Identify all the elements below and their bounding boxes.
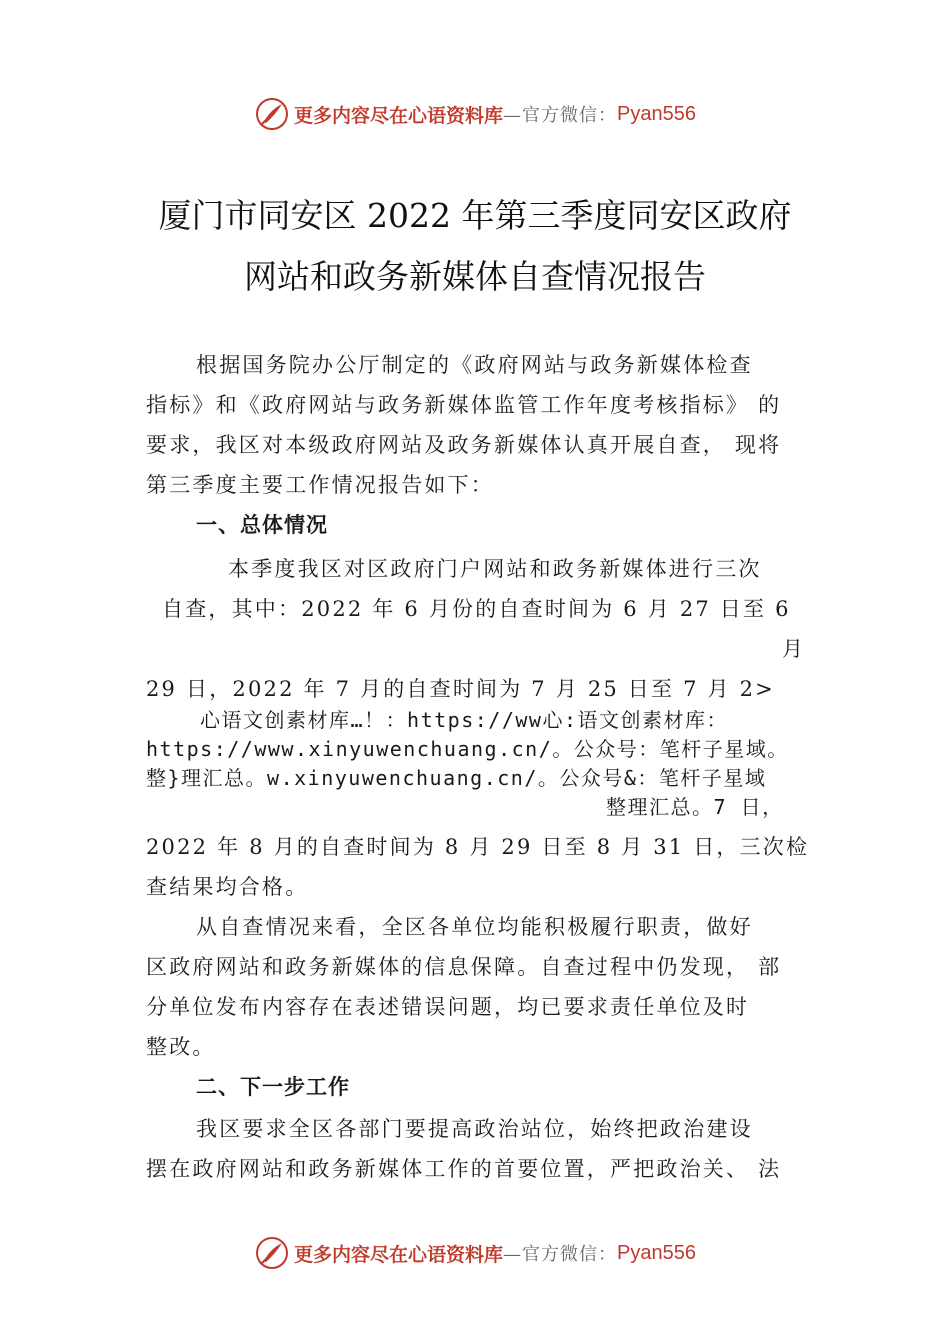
watermark-contact: Pyan556	[617, 1241, 696, 1264]
section2-p1-line2: 摆在政府网站和政务新媒体工作的首要位置，严把政治关、 法	[146, 1157, 782, 1181]
section1-p1-line6: https://www.xinyuwenchuang.cn/。公众号：笔杆子星域。	[146, 737, 789, 761]
section1-p1-line4: 29 日，2022 年 7 月的自查时间为 7 月 25 日至 7 月 2>	[146, 677, 775, 701]
quill-logo-icon	[254, 96, 290, 132]
watermark-brand: 更多内容尽在心语资料库	[294, 104, 504, 127]
section1-p1-line10: 查结果均合格。	[146, 875, 309, 899]
intro-line-1: 根据国务院办公厅制定的《政府网站与政务新媒体检查	[196, 353, 753, 377]
section1-p2-line3: 分单位发布内容存在表述错误问题，均已要求责任单位及时	[146, 995, 750, 1019]
section1-p1-line5: 心语文创素材库…！：https://ww心:语文创素材库：	[200, 708, 728, 732]
section1-p2-line1: 从自查情况来看，全区各单位均能积极履行职责，做好	[196, 915, 753, 939]
section2-heading: 二、下一步工作	[196, 1076, 350, 1099]
bottom-watermark	[0, 1233, 950, 1273]
watermark-dash: —官方微信：	[503, 1244, 618, 1265]
document-title-line1: 厦门市同安区 2022 年第三季度同安区政府	[158, 196, 792, 235]
section1-p2-line2: 区政府网站和政务新媒体的信息保障。自查过程中仍发现， 部	[146, 955, 782, 979]
watermark-brand: 更多内容尽在心语资料库	[294, 1243, 504, 1266]
section1-p1-line9: 2022 年 8 月的自查时间为 8 月 29 日至 8 月 31 日，三次检	[146, 835, 810, 859]
section2-p1-line1: 我区要求全区各部门要提高政治站位，始终把政治建设	[196, 1117, 753, 1141]
section1-p1-line1: 本季度我区对区政府门户网站和政务新媒体进行三次	[228, 557, 762, 581]
quill-logo-icon	[254, 1235, 290, 1271]
intro-line-2: 指标》和《政府网站与政务新媒体监管工作年度考核指标》 的	[146, 393, 782, 417]
intro-line-4: 第三季度主要工作情况报告如下：	[146, 473, 494, 497]
watermark-dash: —官方微信：	[503, 105, 618, 126]
section1-p1-line8: 整理汇总。7 日，	[606, 795, 784, 819]
section1-p1-line3: 月	[782, 637, 806, 661]
top-watermark	[0, 94, 950, 134]
document-title-line2: 网站和政务新媒体自查情况报告	[244, 257, 706, 296]
watermark-contact: Pyan556	[617, 102, 696, 125]
section1-p2-line4: 整改。	[146, 1035, 216, 1059]
intro-line-3: 要求，我区对本级政府网站及政务新媒体认真开展自查， 现将	[146, 433, 782, 457]
section1-heading: 一、总体情况	[196, 514, 328, 537]
section1-p1-line2: 自查，其中：2022 年 6 月份的自查时间为 6 月 27 日至 6	[162, 597, 791, 621]
section1-p1-line7: 整}理汇总。w.xinyuwenchuang.cn/。公众号&：笔杆子星域	[146, 766, 767, 790]
